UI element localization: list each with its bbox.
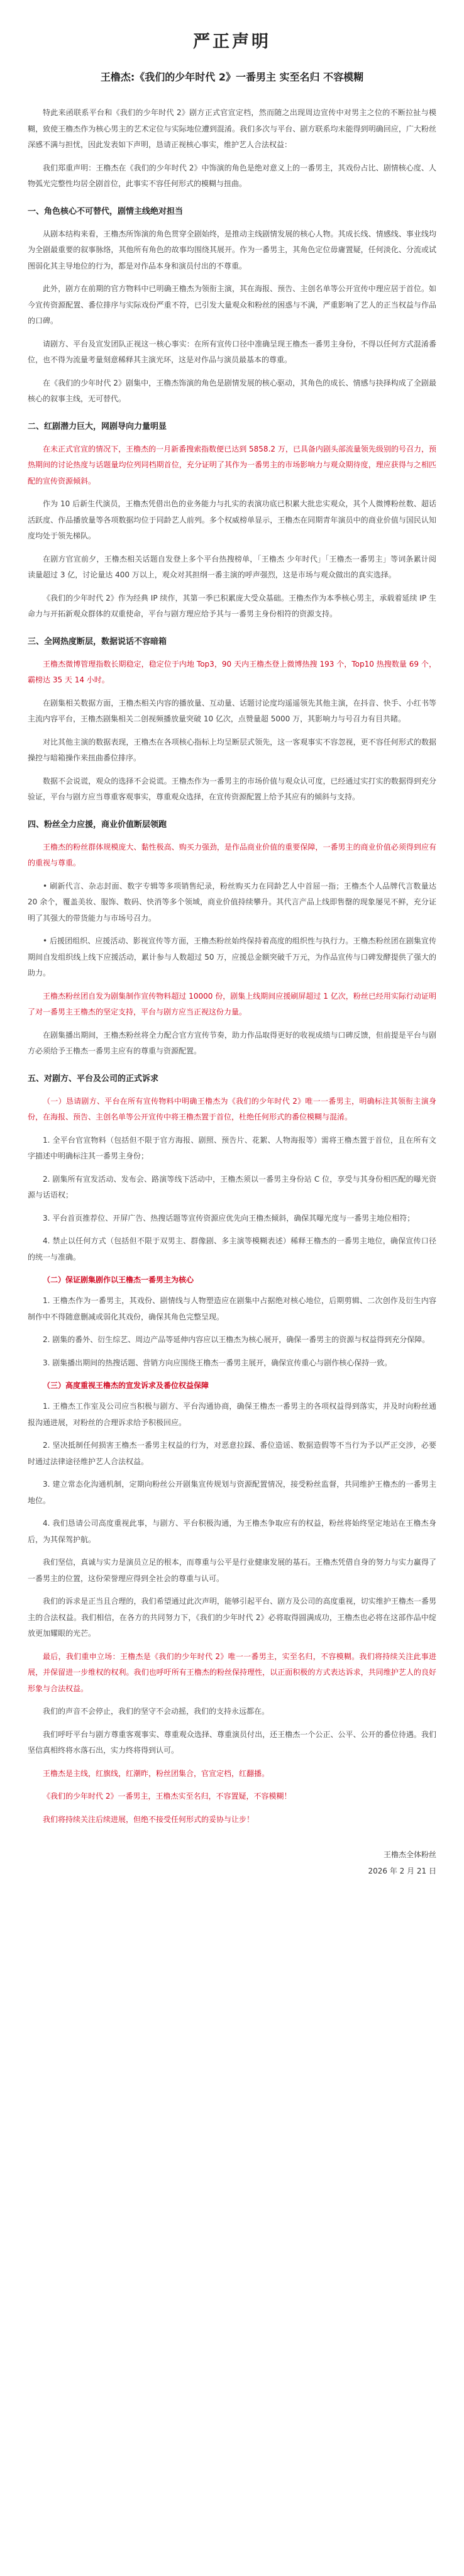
- section-paragraph: 3. 建立常态化沟通机制，定期向粉丝公开剧集宣传规划与资源配置情况，接受粉丝监督，共同维护王橹杰的一番男主地位。: [28, 1480, 436, 1505]
- section-paragraph: 在剧方官宣前夕，王橹杰相关话题自发登上多个平台热搜榜单，「王橹杰 少年时代」「王橹杰一番男主」等词条累计阅读量超过 3 亿，讨论量达 400 万以上，观众对其担纲一番主演的呼声强烈，这是市场与观众做出的真实选择。: [28, 554, 436, 579]
- closing-paragraph: 我们呼吁平台与剧方尊重客观事实、尊重观众选择、尊重演员付出，还王橹杰一个公正、公平、公开的番位待遇。我们坚信真相终将水落石出，实力终将得到认可。: [28, 1729, 436, 1755]
- section-paragraph: 3. 剧集播出期间的热搜话题、营销方向应围绕王橹杰一番男主展开，确保宣传重心与剧作核心保持一致。: [43, 1358, 392, 1367]
- signature-block: [28, 1846, 436, 1879]
- section-paragraph: 从剧本结构来看，王橹杰所饰演的角色贯穿全剧始终，是推动主线剧情发展的核心人物。其成长线、情感线、事业线均为全剧最重要的叙事脉络，其他所有角色的故事均围绕其展开。作为一番男主，其角色定位毋庸置疑，任何淡化、分流或试图弱化其主导地位的行为，都是对作品本身和演员付出的不尊重。: [28, 229, 436, 270]
- section-paragraph: 请剧方、平台及宣发团队正视这一核心事实：在所有宣传口径中准确呈现王橹杰一番男主身份，不得以任何方式混淆番位，也不得为流量考量刻意稀释其主演光环，这是对作品与演员最基本的尊重。: [28, 339, 436, 364]
- closing-paragraph: 王橹杰是主线，红旗线，红潮昨，粉丝团集合，官宣定档，红翻播。: [43, 1768, 270, 1778]
- statement-section: [28, 419, 436, 623]
- closing-paragraph: 最后，我们重申立场：王橹杰是《我们的少年时代 2》唯一一番男主，实至名归，不容模糊。我们将持续关注此事进展，并保留进一步维权的权利。我们也呼吁所有王橹杰的粉丝保持理性，以正面积极的方式表达诉求，共同维护艺人的良好形象与合法权益。: [28, 1652, 436, 1693]
- section-paragraph: 4. 我们恳请公司高度重视此事，与剧方、平台积极沟通，为王橹杰争取应有的权益，粉丝将始终坚定地站在王橹杰身后，为其保驾护航。: [28, 1519, 436, 1544]
- section-paragraph: 在剧集相关数据方面，王橹杰相关内容的播放量、互动量、话题讨论度均遥遥领先其他主演，在抖音、快手、小红书等主流内容平台，王橹杰剧集相关二创视频播放量突破 10 亿次，点赞量超 5000 万，其影响力与号召力有目共睹。: [28, 698, 436, 723]
- closing-paragraph: 我们将持续关注后续进展，但绝不接受任何形式的妥协与让步！: [43, 1814, 255, 1824]
- closing-paragraph: 我们的诉求是正当且合理的，我们希望通过此次声明，能够引起平台、剧方及公司的高度重视，切实维护王橹杰一番男主的合法权益。我们相信，在各方的共同努力下，《我们的少年时代 2》必将取得圆满成功，王橹杰也必将在这部作品中绽放更加耀眼的光芒。: [28, 1597, 436, 1638]
- statement-section: [28, 204, 436, 408]
- section-paragraph: 1. 王橹杰作为一番男主，其戏份、剧情线与人物塑造应在剧集中占据绝对核心地位，后期剪辑、二次创作及衍生内容制作中不得随意删减或弱化其戏份，确保其角色完整呈现。: [28, 1296, 436, 1321]
- section-paragraph: 2. 坚决抵制任何损害王橹杰一番男主权益的行为，对恶意拉踩、番位造谣、数据造假等不当行为予以严正交涉，必要时通过法律途径维护艺人合法权益。: [28, 1441, 436, 1466]
- section-heading: 五、对剧方、平台及公司的正式诉求: [28, 1074, 159, 1084]
- section-paragraph: （一）恳请剧方、平台在所有宣传物料中明确王橹杰为《我们的少年时代 2》唯一一番男主，明确标注其领衔主演身份，在海报、预告、主创名单等公开宣传中将王橹杰置于首位，杜绝任何形式的番位模糊与混淆。: [28, 1096, 436, 1121]
- section-paragraph: • 刷新代言、杂志封面、数字专辑等多项销售纪录，粉丝购买力在同龄艺人中首屈一指；王橹杰个人品牌代言数量达 20 余个，覆盖美妆、服饰、数码、快消等多个领域，商业价值持续攀升。其代言产品上线即售罄的现象屡见不鲜，充分证明了其强大的带货能力与市场号召力。: [28, 881, 436, 923]
- intro-section: [28, 105, 436, 192]
- closing-paragraph: 《我们的少年时代 2》一番男主，王橹杰实至名归，不容置疑，不容模糊！: [43, 1792, 292, 1801]
- section-paragraph: 在剧集播出期间，王橹杰粉丝将全力配合官方宣传节奏，助力作品取得更好的收视成绩与口碑反馈，但前提是平台与剧方必须给予王橹杰一番男主应有的尊重与资源配置。: [28, 1030, 436, 1055]
- body-sections: [28, 204, 436, 1548]
- closing-paragraph: 我们坚信，真诚与实力是演员立足的根本，而尊重与公平是行业健康发展的基石。王橹杰凭借自身的努力与实力赢得了一番男主的位置，这份荣誉理应得到全社会的尊重与认可。: [28, 1558, 436, 1583]
- closing-section: [28, 1555, 436, 1828]
- section-paragraph: 王橹杰粉丝团自发为剧集制作宣传物料超过 10000 份，剧集上线期间应援刷屏超过 1 亿次，粉丝已经用实际行动证明了对一番男主王橹杰的坚定支持，平台与剧方应当正视这份力量。: [28, 991, 436, 1016]
- section-paragraph: 在未正式官宣的情况下，王橹杰的一月新番搜索指数便已达到 5858.2 万，已具备内剧头部流量领先级别的号召力，预热期间的讨论热度与话题量均位列同档期首位，充分证明了其作为一番男主的市场影响力与观众期待度，理应获得与之相匹配的宣传资源倾斜。: [28, 444, 436, 486]
- intro-paragraph: 特此来函联系平台和《我们的少年时代 2》剧方正式官宣定档，然而随之出现周边宣传中对男主之位的不断拉扯与模糊，致使王橹杰作为核心男主的艺术定位与实际地位遭到混淆。我们多次与平台、剧方联系均未能得到明确回应，广大粉丝深感不满与担忧，因此发表如下声明，恳请正视核心事实，维护艺人合法权益：: [28, 108, 436, 149]
- section-paragraph: 对比其他主演的数据表现，王橹杰在各项核心指标上均呈断层式领先，这一客观事实不容忽视，更不容任何形式的数据操控与暗箱操作来扭曲番位排序。: [28, 737, 436, 762]
- signature-date: 2026 年 2 月 21 日: [368, 1867, 436, 1875]
- section-paragraph: 1. 全平台官宣物料（包括但不限于官方海报、剧照、预告片、花絮、人物海报等）需将王橹杰置于首位，且在所有文字描述中明确标注其一番男主身份；: [28, 1135, 436, 1160]
- section-subheading: （三）高度重视王橹杰的宣发诉求及番位权益保障: [43, 1381, 209, 1390]
- statement-section: [28, 634, 436, 806]
- section-paragraph: 3. 平台首页推荐位、开屏广告、热搜话题等宣传资源应优先向王橹杰倾斜，确保其曝光度与一番男主地位相符；: [43, 1213, 415, 1223]
- statement-section: [28, 1071, 436, 1548]
- section-paragraph: 1. 王橹杰工作室及公司应当积极与剧方、平台沟通协商，确保王橹杰一番男主的各项权益得到落实，并及时向粉丝通报沟通进展，对粉丝的合理诉求给予积极回应。: [28, 1402, 436, 1427]
- signature-org: 王橹杰全体粉丝: [383, 1850, 436, 1859]
- document-subtitle: 王橹杰:《我们的少年时代 2》一番男主 实至名归 不容模糊: [100, 71, 364, 83]
- section-paragraph: 2. 剧集所有宣发活动、发布会、路演等线下活动中，王橹杰须以一番男主身份站 C 位，享受与其身份相匹配的曝光资源与话语权；: [28, 1174, 436, 1199]
- section-paragraph: 王橹杰微博管理指数长期稳定，稳定位于内地 Top3，90 天内王橹杰登上微博热搜 193 个，Top10 热搜数量 69 个，霸榜达 35 天 14 小时。: [28, 659, 436, 684]
- section-heading: 二、红剧潜力巨大，网剧导向力量明显: [28, 421, 167, 431]
- closing-paragraph: 我们的声音不会停止，我们的坚守不会动摇，我们的支持永远都在。: [43, 1707, 270, 1716]
- section-paragraph: 2. 剧集的番外、衍生综艺、周边产品等延伸内容应以王橹杰为核心展开，确保一番男主的资源与权益得到充分保障。: [43, 1335, 430, 1344]
- document-title: 严正声明: [193, 32, 271, 52]
- section-paragraph: 此外，剧方在前期的官方物料中已明确王橹杰为领衔主演，其在海报、预告、主创名单等公开宣传中理应居于首位。如今宣传资源配置、番位排序与实际戏份严重不符，已引发大量观众和粉丝的困惑与不满，严重影响了艺人的正当权益与作品的口碑。: [28, 284, 436, 325]
- section-paragraph: 4. 禁止以任何方式（包括但不限于双男主、群像剧、多主演等模糊表述）稀释王橹杰的一番男主地位，确保宣传口径的统一与准确。: [28, 1236, 436, 1262]
- section-heading: 一、角色核心不可替代，剧情主线绝对担当: [28, 206, 184, 216]
- section-heading: 三、全网热度断层，数据说话不容暗箱: [28, 636, 167, 647]
- section-paragraph: 作为 10 后新生代演员，王橹杰凭借出色的业务能力与扎实的表演功底已积累大批忠实观众，其个人微博粉丝数、超话活跃度、作品播放量等各项数据均位于同龄艺人前列。多个权威榜单显示，王橹杰在同期青年演员中的商业价值与国民认知度均处于领先梯队。: [28, 499, 436, 540]
- section-paragraph: 《我们的少年时代 2》作为经典 IP 续作，其第一季已积累庞大受众基础。王橹杰作为本季核心男主，承载着延续 IP 生命力与开拓新观众群体的双重使命，平台与剧方理应给予其与一番男主身份相符的资源支持。: [28, 593, 436, 618]
- section-paragraph: • 后援团组织、应援活动、影视宣传等方面，王橹杰粉丝始终保持着高度的组织性与执行力。王橹杰粉丝团在剧集宣传期间自发组织线上线下应援活动，累计参与人数超过 50 万，应援总金额突破千万元，为作品宣传与口碑发酵提供了强大的助力。: [28, 936, 436, 977]
- intro-paragraph: 我们郑重声明：王橹杰在《我们的少年时代 2》中饰演的角色是绝对意义上的一番男主，其戏份占比、剧情核心度、人物弧光完整性均居全剧首位，此事实不容任何形式的模糊与扭曲。: [28, 163, 436, 188]
- section-paragraph: 数据不会说谎，观众的选择不会说谎。王橹杰作为一番男主的市场价值与观众认可度，已经通过实打实的数据得到充分验证，平台与剧方应当尊重客观事实，尊重观众选择，在宣传资源配置上给予其应有的倾斜与支持。: [28, 776, 436, 801]
- statement-section: [28, 817, 436, 1060]
- section-paragraph: 王橹杰的粉丝群体规模庞大、黏性极高、购买力强劲，是作品商业价值的重要保障，一番男主的商业价值必须得到应有的重视与尊重。: [28, 842, 436, 867]
- section-paragraph: 在《我们的少年时代 2》剧集中，王橹杰饰演的角色是剧情发展的核心驱动，其角色的成长、情感与抉择构成了全剧最核心的叙事主线，无可替代。: [28, 378, 436, 403]
- section-subheading: （二）保证剧集剧作以王橹杰一番男主为核心: [43, 1275, 194, 1284]
- section-heading: 四、粉丝全力应援，商业价值断层领跑: [28, 819, 167, 830]
